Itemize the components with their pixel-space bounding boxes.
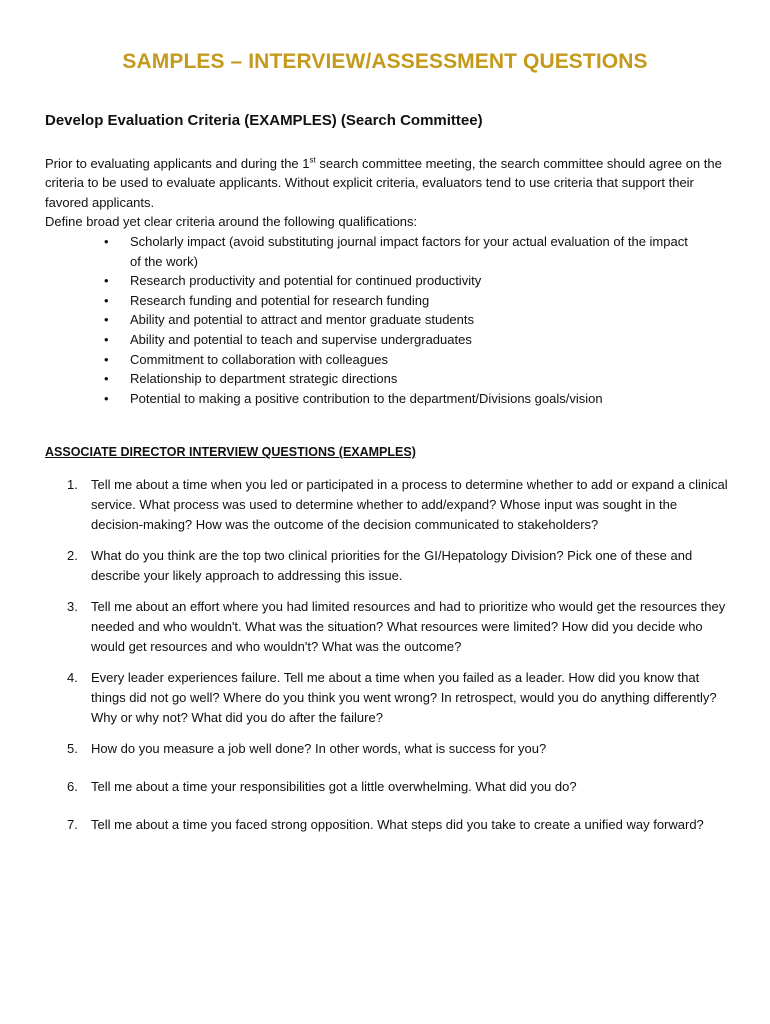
criteria-item <box>0 232 700 271</box>
bullet-icon: • <box>104 351 109 367</box>
criteria-intro <box>45 154 735 212</box>
bullet-icon: • <box>104 234 109 249</box>
criteria-item <box>0 330 700 350</box>
criteria-item <box>0 350 700 370</box>
criteria-item-text: Research funding and potential for research funding <box>130 292 430 308</box>
question-number: 6. <box>67 779 78 794</box>
question-text: Every leader experiences failure. Tell me about a time when you failed as a leader. How did you know that things did not go well? Where do you think you went wrong? In retrospect, would you do anything differently? Why or why not? What did you do after the failure? <box>91 670 717 725</box>
criteria-heading: Develop Evaluation Criteria (EXAMPLES) (Search Committee) <box>45 112 483 129</box>
question-item <box>0 546 731 586</box>
criteria-item-text: Relationship to department strategic directions <box>130 371 398 387</box>
criteria-item-text: Research productivity and potential for continued productivity <box>130 273 482 289</box>
intro-superscript: st <box>309 155 316 165</box>
question-number: 3. <box>67 599 78 614</box>
questions-list <box>0 475 770 846</box>
criteria-item <box>0 291 700 311</box>
bullet-icon: • <box>104 331 109 347</box>
question-item <box>0 597 731 657</box>
criteria-item-text: Ability and potential to teach and supervise undergraduates <box>130 331 472 347</box>
question-text: What do you think are the top two clinical priorities for the GI/Hepatology Division? Pick one of these and describe your likely approach to addressing this issue. <box>91 548 693 583</box>
question-text: How do you measure a job well done? In other words, what is success for you? <box>91 741 547 756</box>
criteria-item-text: Ability and potential to attract and mentor graduate students <box>130 312 474 328</box>
question-number: 5. <box>67 741 78 756</box>
question-text: Tell me about a time you faced strong opposition. What steps did you take to create a unified way forward? <box>91 817 704 832</box>
question-text: Tell me about a time when you led or participated in a process to determine whether to add or expand a clinical service. What process was used to determine whether to add/expand? Whose input was sought in the decision-making? How was the outcome of the decision communicated to stakeholders? <box>91 477 728 532</box>
questions-heading: ASSOCIATE DIRECTOR INTERVIEW QUESTIONS (EXAMPLES) <box>45 445 416 459</box>
intro-text-part1: Prior to evaluating applicants and during the 1 <box>45 156 310 171</box>
bullet-icon: • <box>104 371 109 387</box>
criteria-lead: Define broad yet clear criteria around the following qualifications: <box>45 214 418 229</box>
criteria-item <box>0 271 700 291</box>
intro-text-part2: search committee meeting, the search committee should agree on the criteria to be used to evaluate applicants. Without explicit criteria, evaluators tend to use criteria that support their favored applicants. <box>45 156 722 210</box>
question-text: Tell me about a time your responsibilities got a little overwhelming. What did you do? <box>91 779 577 794</box>
criteria-list <box>0 232 770 408</box>
question-number: 1. <box>67 477 78 492</box>
question-item <box>0 739 731 759</box>
criteria-item-text: Commitment to collaboration with colleagues <box>130 351 388 367</box>
criteria-item <box>0 310 700 330</box>
question-number: 2. <box>67 548 78 563</box>
question-item <box>0 777 731 797</box>
question-item <box>0 475 731 535</box>
document-title: SAMPLES – INTERVIEW/ASSESSMENT QUESTIONS <box>122 50 648 73</box>
question-text: Tell me about an effort where you had limited resources and had to prioritize who would get the resources they needed and who wouldn't. What was the situation? What resources were limited? How did you decide who would get resources and who wouldn't? What was the outcome? <box>91 599 726 654</box>
bullet-icon: • <box>104 273 109 289</box>
criteria-item <box>0 389 700 409</box>
bullet-icon: • <box>104 312 109 328</box>
criteria-item-text: Potential to making a positive contribution to the department/Divisions goals/vision <box>130 390 603 406</box>
question-item <box>0 668 731 728</box>
question-number: 7. <box>67 817 78 832</box>
criteria-item-text: Scholarly impact (avoid substituting journal impact factors for your actual evaluation of the impact of the work) <box>130 234 688 269</box>
question-item <box>0 815 731 835</box>
bullet-icon: • <box>104 292 109 308</box>
question-number: 4. <box>67 670 78 685</box>
bullet-icon: • <box>104 390 109 406</box>
criteria-item <box>0 369 700 389</box>
